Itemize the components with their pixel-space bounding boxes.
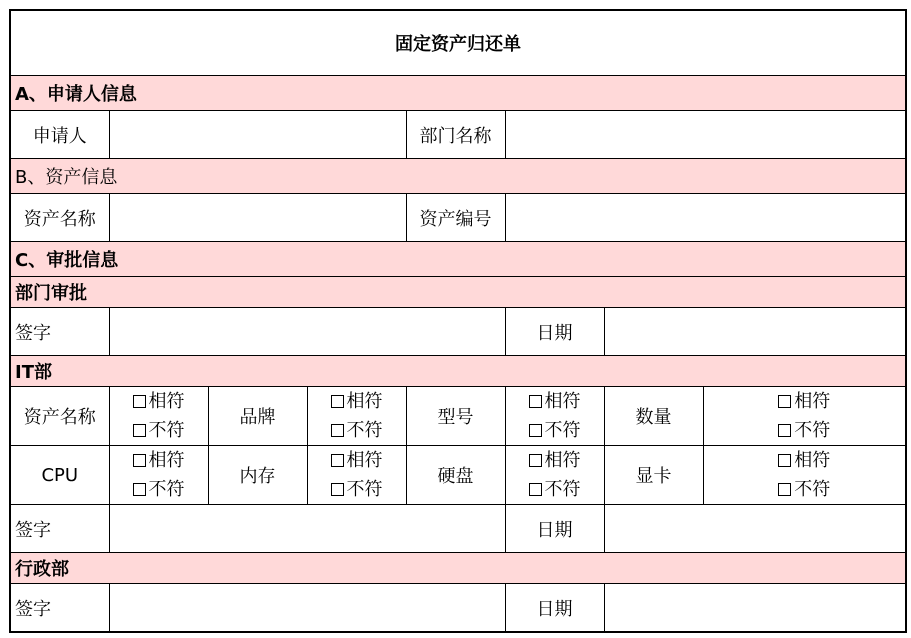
asset-no-label: 资产编号	[406, 194, 505, 242]
dept-approval-heading: 部门审批	[10, 277, 906, 308]
match-checkbox[interactable]: 相符	[708, 446, 902, 475]
mismatch-checkbox[interactable]: 不符	[510, 416, 600, 445]
checkbox-icon	[778, 454, 791, 467]
mismatch-checkbox[interactable]: 不符	[708, 475, 902, 504]
dept-sign-field[interactable]	[109, 308, 505, 356]
check-options	[307, 446, 406, 505]
checkbox-icon	[331, 424, 344, 437]
asset-return-form	[9, 9, 907, 633]
checkbox-icon	[778, 395, 791, 408]
admin-dept-heading: 行政部	[10, 553, 906, 584]
mismatch-checkbox[interactable]: 不符	[114, 475, 204, 504]
checkbox-icon	[529, 454, 542, 467]
checkbox-icon	[133, 424, 146, 437]
check-item-label: 型号	[406, 387, 505, 446]
check-item-label: 品牌	[208, 387, 307, 446]
mismatch-checkbox[interactable]: 不符	[312, 475, 402, 504]
check-item-label: 硬盘	[406, 446, 505, 505]
it-date-label: 日期	[505, 505, 604, 553]
asset-name-field[interactable]	[109, 194, 406, 242]
mismatch-checkbox[interactable]: 不符	[312, 416, 402, 445]
check-options	[307, 387, 406, 446]
match-checkbox[interactable]: 相符	[708, 387, 902, 416]
dept-date-field[interactable]	[604, 308, 906, 356]
mismatch-checkbox[interactable]: 不符	[708, 416, 902, 445]
match-checkbox[interactable]: 相符	[114, 446, 204, 475]
admin-sign-field[interactable]	[109, 584, 505, 633]
admin-date-field[interactable]	[604, 584, 906, 633]
check-options	[703, 446, 906, 505]
check-options	[703, 387, 906, 446]
section-approval-info: C、审批信息	[10, 242, 906, 277]
check-options	[505, 446, 604, 505]
dept-name-label: 部门名称	[406, 111, 505, 159]
checkbox-icon	[331, 395, 344, 408]
checkbox-icon	[778, 483, 791, 496]
asset-no-field[interactable]	[505, 194, 906, 242]
section-asset-info: B、资产信息	[10, 159, 906, 194]
asset-name-label: 资产名称	[10, 194, 109, 242]
check-item-label: 内存	[208, 446, 307, 505]
checkbox-icon	[331, 483, 344, 496]
check-item-label: 数量	[604, 387, 703, 446]
check-options	[109, 387, 208, 446]
applicant-label: 申请人	[10, 111, 109, 159]
admin-sign-label: 签字	[10, 584, 109, 633]
checkbox-icon	[331, 454, 344, 467]
checkbox-icon	[778, 424, 791, 437]
it-date-field[interactable]	[604, 505, 906, 553]
check-item-label: 资产名称	[10, 387, 109, 446]
match-checkbox[interactable]: 相符	[114, 387, 204, 416]
checkbox-icon	[529, 483, 542, 496]
check-item-label: 显卡	[604, 446, 703, 505]
match-checkbox[interactable]: 相符	[510, 387, 600, 416]
check-options	[109, 446, 208, 505]
dept-sign-label: 签字	[10, 308, 109, 356]
checkbox-icon	[133, 454, 146, 467]
section-applicant-info: A、申请人信息	[10, 76, 906, 111]
check-item-label: CPU	[10, 446, 109, 505]
mismatch-checkbox[interactable]: 不符	[510, 475, 600, 504]
admin-date-label: 日期	[505, 584, 604, 633]
it-dept-heading: IT部	[10, 356, 906, 387]
mismatch-checkbox[interactable]: 不符	[114, 416, 204, 445]
it-sign-field[interactable]	[109, 505, 505, 553]
checkbox-icon	[133, 395, 146, 408]
dept-name-field[interactable]	[505, 111, 906, 159]
form-title: 固定资产归还单	[10, 10, 906, 76]
match-checkbox[interactable]: 相符	[312, 446, 402, 475]
dept-date-label: 日期	[505, 308, 604, 356]
checkbox-icon	[529, 395, 542, 408]
match-checkbox[interactable]: 相符	[312, 387, 402, 416]
check-options	[505, 387, 604, 446]
checkbox-icon	[529, 424, 542, 437]
checkbox-icon	[133, 483, 146, 496]
match-checkbox[interactable]: 相符	[510, 446, 600, 475]
it-sign-label: 签字	[10, 505, 109, 553]
applicant-field[interactable]	[109, 111, 406, 159]
